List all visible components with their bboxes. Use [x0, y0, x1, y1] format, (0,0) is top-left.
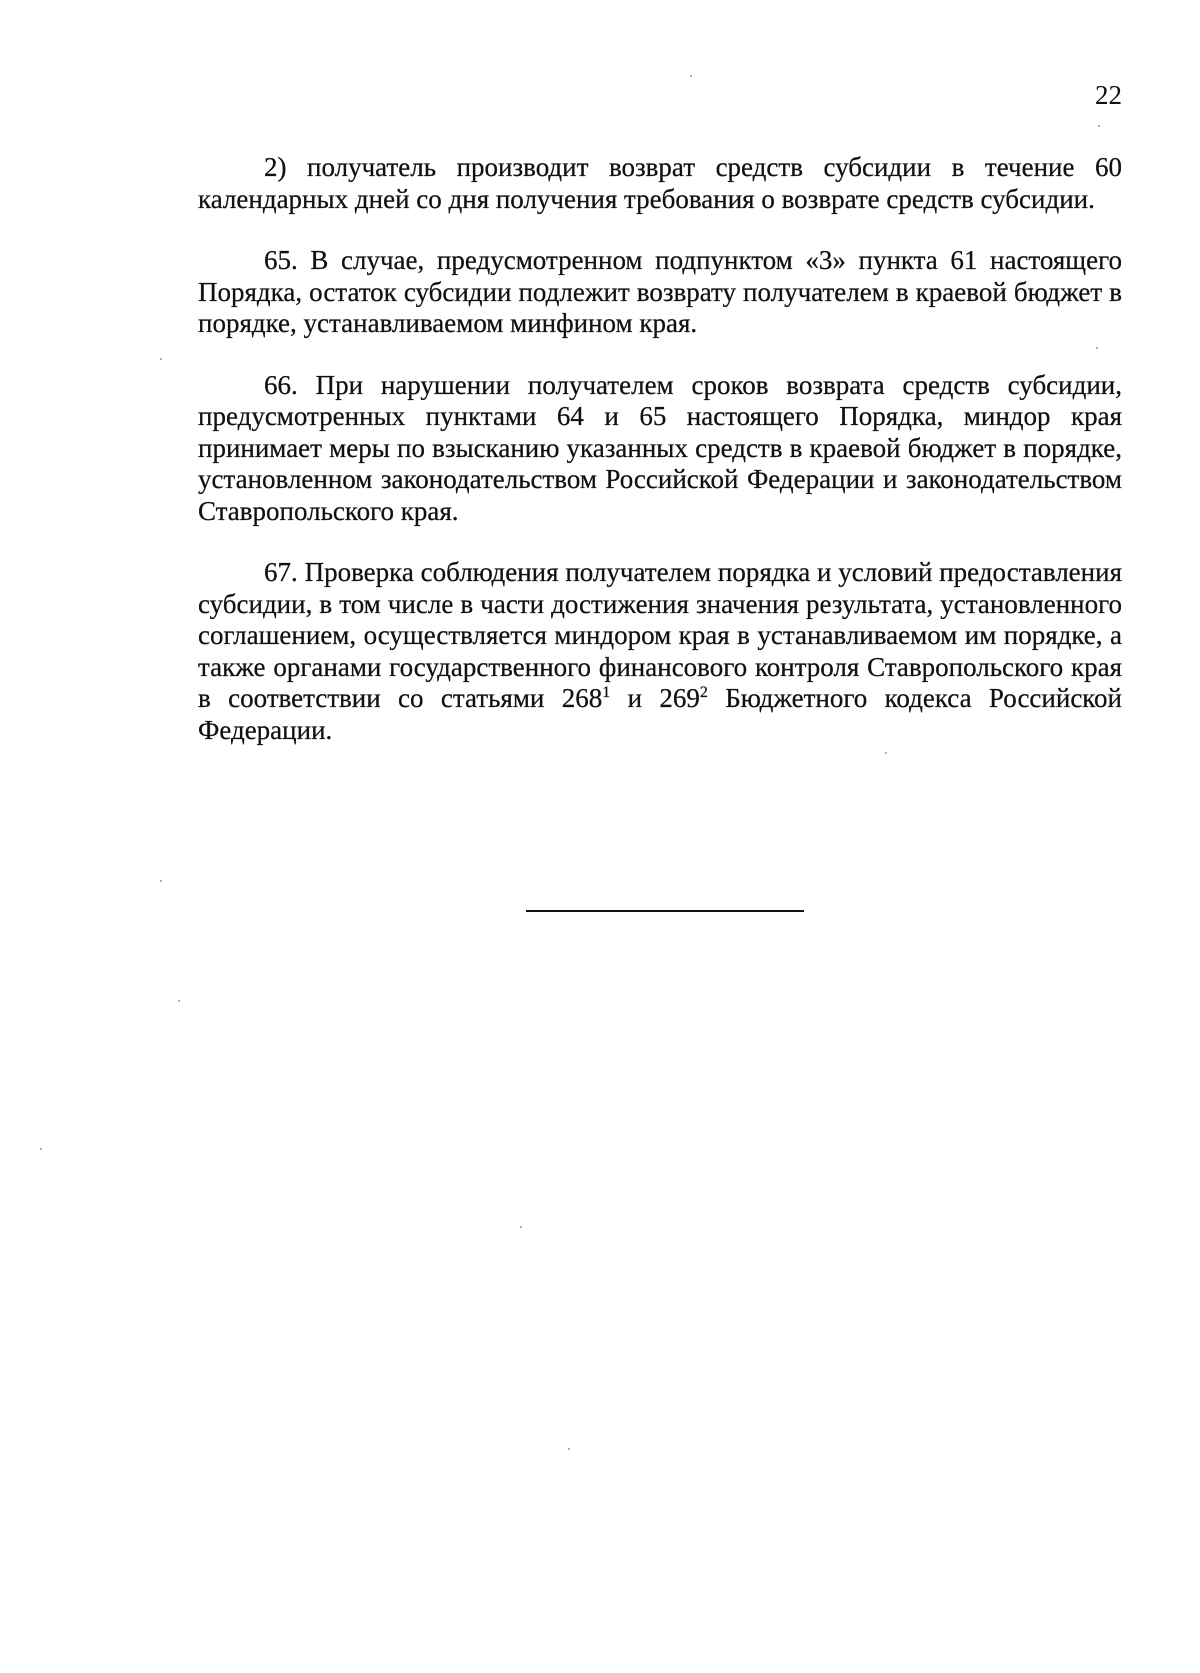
scan-speck	[690, 75, 692, 77]
superscript-1: 1	[602, 684, 611, 701]
scan-speck	[1096, 347, 1098, 349]
scan-speck	[520, 1226, 522, 1228]
paragraph-65: 65. В случае, предусмотренном подпунктом «3» пункта 61 настоящего Порядка, остаток субсидии подлежит возврату получателем в краевой бюджет в порядке, устанавливаемом минфином края.	[198, 245, 1122, 338]
document-body	[198, 152, 1122, 776]
scan-speck	[160, 880, 162, 882]
paragraph-66: 66. При нарушении получателем сроков возврата средств субсидии, предусмотренных пунктами 64 и 65 настоящего Порядка, миндор края принимает меры по взысканию указанных средств в краевой бюджет в порядке, установленном законодательством Российской Федерации и законодательством Ставропольского края.	[198, 369, 1122, 526]
paragraph-item-2: 2) получатель производит возврат средств субсидии в течение 60 календарных дней со дня получения требования о возврате средств субсидии.	[198, 152, 1122, 214]
paragraph-67-text-middle: и 269	[610, 683, 700, 713]
scan-speck	[160, 358, 162, 360]
page-number: 22	[1095, 80, 1122, 110]
superscript-2: 2	[699, 684, 708, 701]
scan-speck	[178, 1000, 180, 1002]
paragraph-67	[198, 557, 1122, 746]
paragraph-67-text-before: 67. Проверка соблюдения получателем порядка и условий предоставления субсидии, в том числе в части достижения значения результата, установленного соглашением, осуществляется миндором края в устанавливаемом им порядке, а также органами государственного финансового контроля Ставропольского края в соответствии со статьями 268	[198, 557, 1122, 713]
end-of-document-rule	[526, 910, 804, 912]
scan-speck	[1098, 125, 1100, 127]
scan-speck	[568, 1448, 570, 1450]
scan-speck	[40, 1148, 42, 1150]
paragraph-67-text-after: Бюджетного кодекса Российской Федерации.	[198, 683, 1122, 745]
scan-speck	[885, 752, 887, 754]
